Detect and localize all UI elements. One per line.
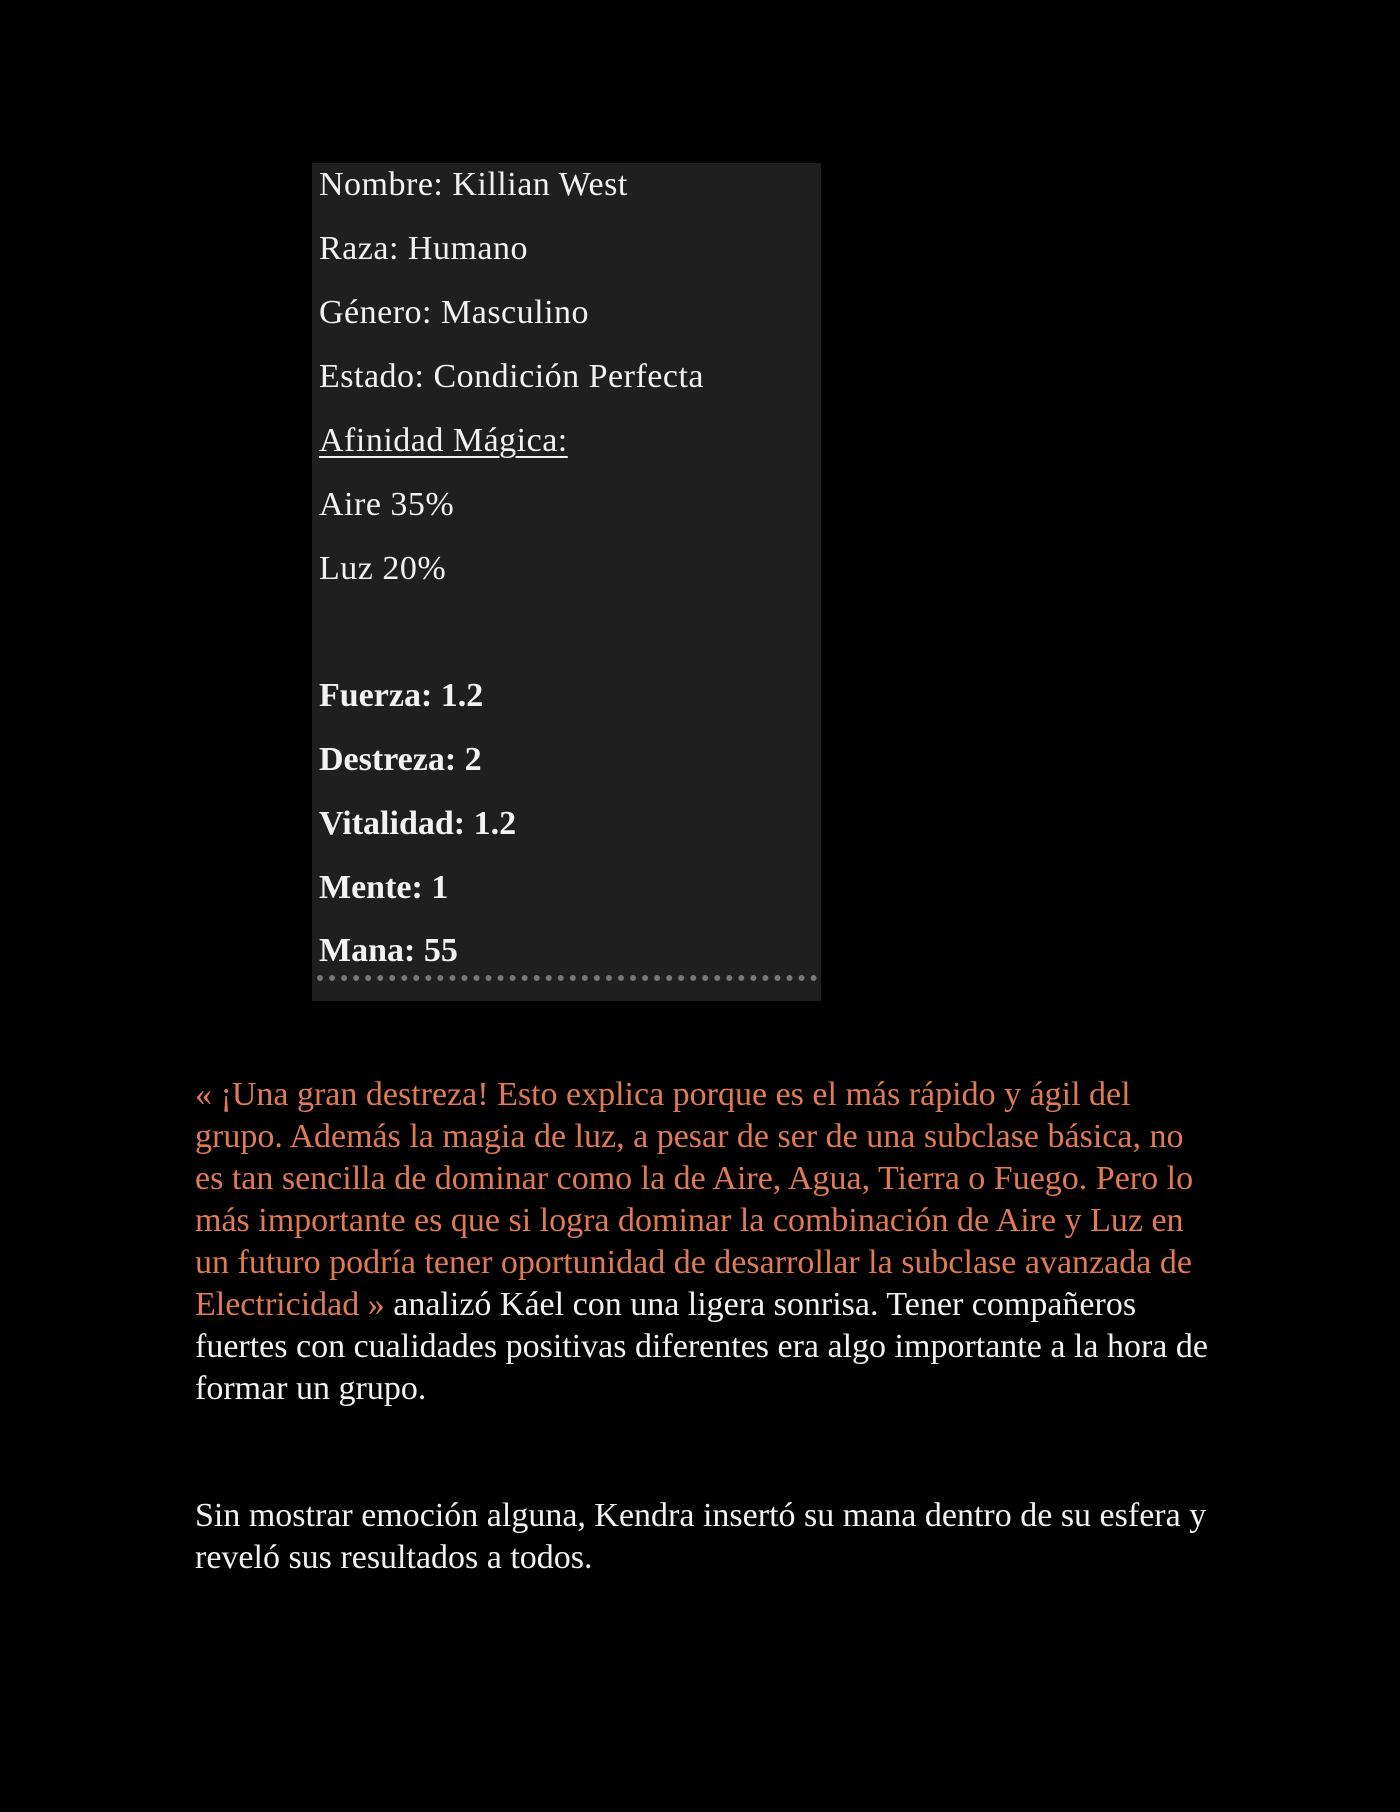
narration-text: analizó Káel con una ligera sonrisa. Tener compañeros fuertes con cualidades positivas diferentes era algo importante a la hora de formar un grupo.: [195, 1286, 1208, 1407]
status-name-line: Nombre: Killian West: [319, 166, 628, 203]
affinity-heading: Afinidad Mágica:: [319, 422, 568, 459]
stat-strength: Fuerza: 1.2: [319, 677, 484, 714]
status-state-line: Estado: Condición Perfecta: [319, 358, 705, 395]
narrative-paragraph-1: [195, 1074, 1215, 1410]
stat-dexterity: Destreza: 2: [319, 741, 482, 778]
kael-dialogue: « ¡Una gran destreza! Esto explica porque es el más rápido y ágil del grupo. Además la magia de luz, a pesar de ser de una subclase básica, no es tan sencilla de dominar como la de Aire, Agua, Tierra o Fuego. Pero lo más importante es que si logra dominar la combinación de Aire y Luz en un futuro podría tener oportunidad de desarrollar la subclase avanzada de Electricidad »: [195, 1076, 1194, 1323]
status-panel: [312, 163, 821, 1001]
affinity-air: Aire 35%: [319, 486, 455, 523]
stat-mana: Mana: 55: [319, 932, 458, 969]
affinity-light: Luz 20%: [319, 550, 447, 587]
status-race-line: Raza: Humano: [319, 230, 528, 267]
panel-dotted-divider: [317, 975, 817, 981]
status-gender-line: Género: Masculino: [319, 294, 590, 331]
stat-vitality: Vitalidad: 1.2: [319, 805, 517, 842]
stat-mind: Mente: 1: [319, 869, 449, 906]
narrative-paragraph-2: Sin mostrar emoción alguna, Kendra insertó su mana dentro de su esfera y reveló sus resultados a todos.: [195, 1497, 1207, 1576]
